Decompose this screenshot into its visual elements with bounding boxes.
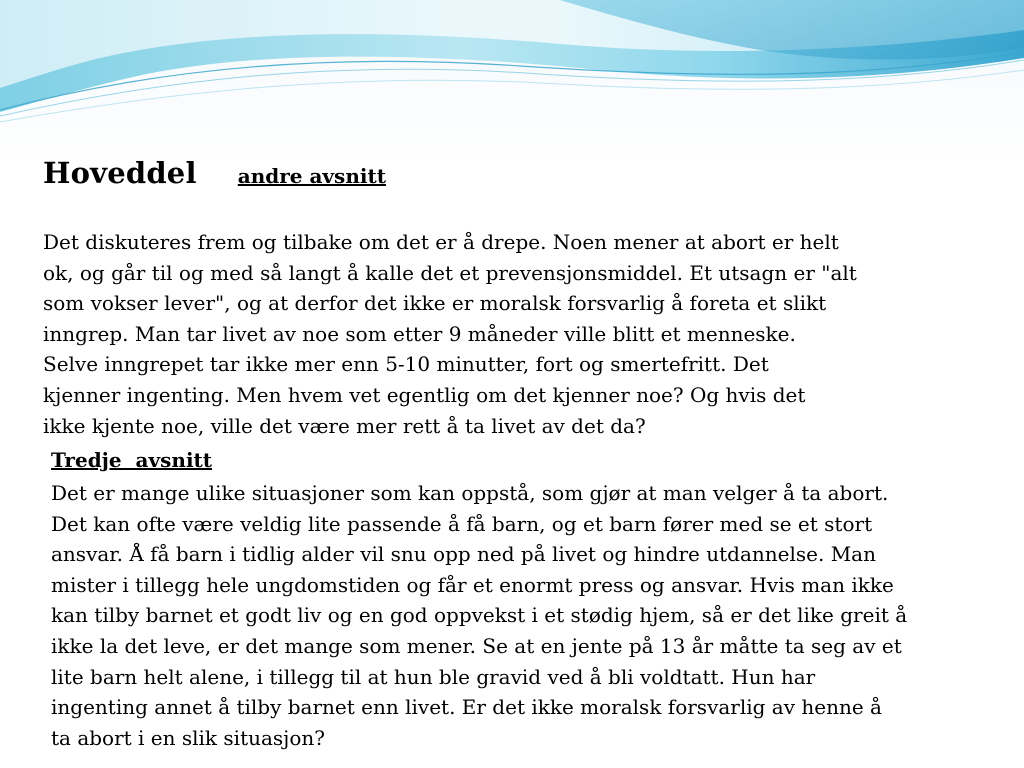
paragraph-line: kan tilby barnet et godt liv og en god oppvekst i et stødig hjem, så er det like greit å [51,603,908,628]
page-title: Hoveddel [43,156,197,190]
paragraph-line: Det diskuteres frem og tilbake om det er å drepe. Noen mener at abort er helt [43,230,839,254]
paragraph-line: ok, og går til og med så langt å kalle det et prevensjonsmiddel. Et utsagn er "alt [43,260,857,285]
section-title: Tredje avsnitt [51,448,213,472]
paragraph-line: Det er mange ulike situasjoner som kan oppstå, som gjør at man velger å ta abort. [51,481,889,505]
paragraph-line: mister i tillegg hele ungdomstiden og får et enormt press og ansvar. Hvis man ikke [51,572,894,597]
paragraph-line: ikke kjente noe, ville det være mer rett å ta livet av det da? [43,413,646,438]
paragraph-line: ikke la det leve, er det mange som mener. Se at en jente på 13 år måtte ta seg av et [51,633,902,658]
paragraph-line: ta abort i en slik situasjon? [51,725,326,750]
paragraph-line: ingenting annet å tilby barnet enn livet. Er det ikke moralsk forsvarlig av henne å [51,695,882,720]
section-subtitle: andre avsnitt [237,164,386,188]
paragraph-line: inngrep. Man tar livet av noe som etter 9 måneder ville blitt et menneske. [43,321,796,346]
paragraph-line: Selve inngrepet tar ikke mer enn 5-10 minutter, fort og smertefritt. Det [43,352,769,377]
paragraph-line: Det kan ofte være veldig lite passende å få barn, og et barn fører med se et stort [51,511,873,536]
decorative-wave-banner [0,0,1024,130]
paragraph-line: lite barn helt alene, i tillegg til at hun ble gravid ved å bli voldtatt. Hun har [51,664,816,689]
paragraph-main [43,227,903,441]
paragraph-line: ansvar. Å få barn i tidlig alder vil snu opp ned på livet og hindre utdannelse. Man [51,542,876,567]
paragraph-line: som vokser lever", og at derfor det ikke er moralsk forsvarlig å foreta et slikt [43,291,827,316]
paragraph-line: kjenner ingenting. Men hvem vet egentlig om det kjenner noe? Og hvis det [43,382,806,407]
paragraph-section-2 [51,478,971,753]
heading-row [43,156,386,190]
